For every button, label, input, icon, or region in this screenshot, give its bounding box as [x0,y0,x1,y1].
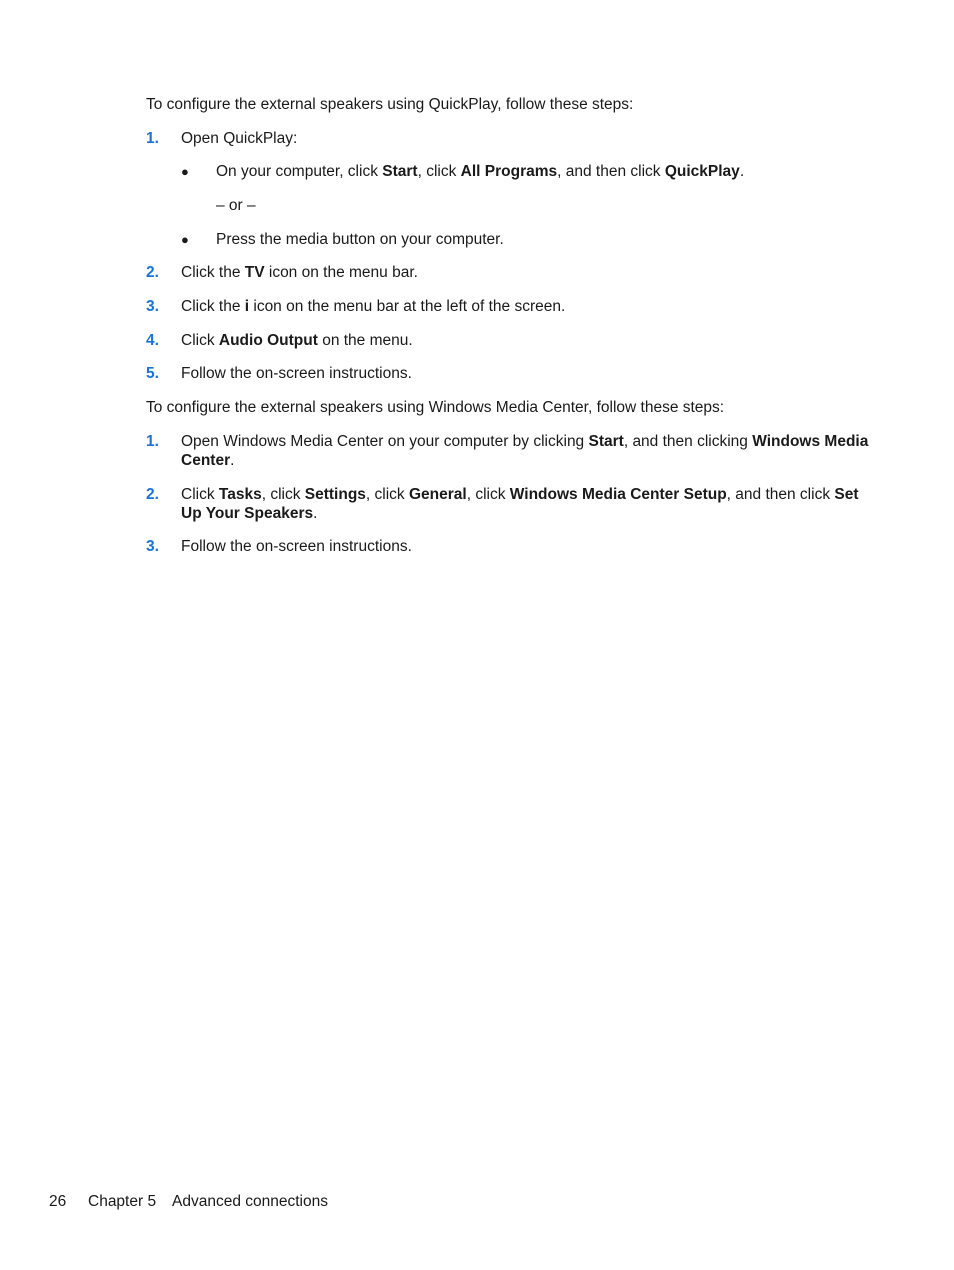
step-number: 2. [146,486,159,503]
intro-windows-media-center: To configure the external speakers using Windows Media Center, follow these steps: [146,399,725,416]
step-text: Open Windows Media Center on your computer by clicking Start, and then clicking Windows Media Center. [181,433,869,469]
bullet-icon: ● [181,164,189,179]
step-number: 3. [146,538,159,555]
step-text: Click Audio Output on the menu. [181,332,413,349]
page-footer [49,1192,328,1211]
bullet-icon: ● [181,232,189,247]
step-number: 5. [146,365,159,382]
bold-all-programs: All Programs [460,163,558,180]
or-separator: – or – [216,197,256,214]
bold-start: Start [382,163,418,180]
step-text: Click Tasks, click Settings, click General, click Windows Media Center Setup, and then click Set Up Your Speakers. [181,486,859,522]
step-text: Open QuickPlay: [181,130,298,147]
step-number: 4. [146,332,159,349]
bullet-text: On your computer, click Start, click All Programs, and then click QuickPlay. [216,163,745,180]
step-number: 1. [146,130,159,147]
step-text: Click the TV icon on the menu bar. [181,264,418,281]
step-text: Follow the on-screen instructions. [181,538,412,555]
page-number: 26 [49,1193,67,1210]
intro-quickplay: To configure the external speakers using QuickPlay, follow these steps: [146,96,634,113]
bold-quickplay: QuickPlay [664,163,740,180]
chapter-title: Advanced connections [172,1193,328,1210]
step-number: 3. [146,298,159,315]
chapter-label: Chapter 5 [88,1193,157,1210]
step-number: 2. [146,264,159,281]
step-number: 1. [146,433,159,450]
step-text: Follow the on-screen instructions. [181,365,412,382]
step-text: Click the i icon on the menu bar at the left of the screen. [181,298,566,315]
bullet-text: Press the media button on your computer. [216,231,504,248]
